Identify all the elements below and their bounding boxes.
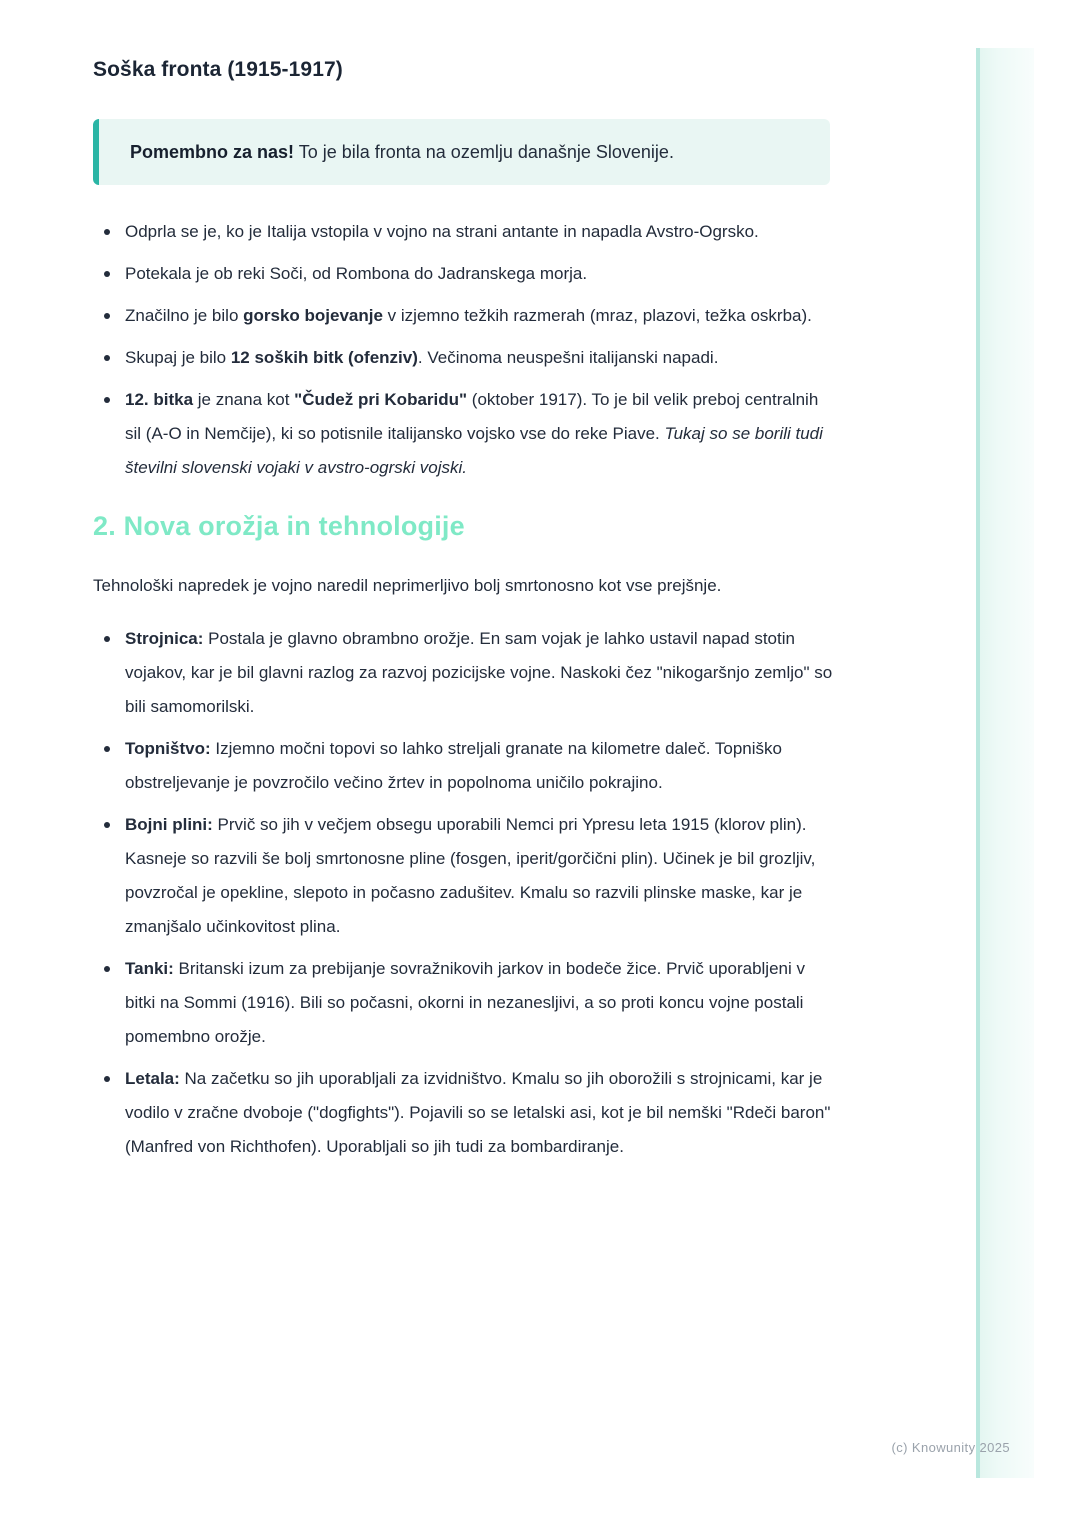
list-item-text: Na začetku so jih uporabljali za izvidništvo. Kmalu so jih oborožili s strojnicami, kar je vodilo v zračne dvoboje ("dogfights"). Pojavili so se letalski asi, kot je bil nemški "Rdeči baron" (Manfred von Richthofen). Uporabljali so jih tudi za bombardiranje. bbox=[125, 1069, 831, 1156]
list-item bbox=[93, 808, 838, 944]
list-item-text: Izjemno močni topovi so lahko streljali granate na kilometre daleč. Topniško obstreljevanje je povzročilo večino žrtev in popolnoma uničilo pokrajino. bbox=[125, 739, 782, 792]
watermark: (c) Knowunity 2025 bbox=[891, 1440, 1010, 1455]
list-item-text: Britanski izum za prebijanje sovražnikovih jarkov in bodeče žice. Prvič uporabljeni v bitki na Sommi (1916). Bili so počasni, okorni in nezanesljivi, a so proti koncu vojne postali pomembno orožje. bbox=[125, 959, 805, 1046]
page-title: Soška fronta (1915-1917) bbox=[93, 58, 343, 81]
front-facts-list bbox=[93, 215, 838, 485]
section-heading: 2. Nova orožja in tehnologije bbox=[93, 511, 465, 541]
list-item-text: je znana kot bbox=[193, 390, 295, 409]
callout-lead: Pomembno za nas! bbox=[130, 142, 295, 162]
list-item bbox=[93, 257, 838, 291]
list-item bbox=[93, 299, 838, 333]
list-item-text: Odprla se je, ko je Italija vstopila v vojno na strani antante in napadla Avstro-Ogrsko. bbox=[125, 222, 759, 241]
list-item-text: Značilno je bilo bbox=[125, 306, 244, 325]
list-item-text: (oktober 1917). To je bil velik preboj centralnih sil (A-O in Nemčije), ki so potisnile italijansko vojsko vse do reke Piave. bbox=[125, 390, 819, 443]
list-item-text: Strojnica: bbox=[125, 629, 204, 648]
list-item bbox=[93, 215, 838, 249]
list-item-text: gorsko bojevanje bbox=[243, 306, 383, 325]
list-item bbox=[93, 383, 838, 485]
weapons-list bbox=[93, 622, 838, 1164]
callout-text: To je bila fronta na ozemlju današnje Slovenije. bbox=[294, 142, 674, 162]
list-item-text: v izjemno težkih razmerah (mraz, plazovi, težka oskrba). bbox=[382, 306, 812, 325]
list-item bbox=[93, 952, 838, 1054]
list-item bbox=[93, 1062, 838, 1164]
list-item bbox=[93, 341, 838, 375]
list-item-text: Tanki: bbox=[125, 959, 174, 978]
list-item-text: Postala je glavno obrambno orožje. En sam vojak je lahko ustavil napad stotin vojakov, kar je bil glavni razlog za razvoj pozicijske vojne. Naskoki čez "nikogaršnjo zemljo" so bili samomorilski. bbox=[125, 629, 833, 716]
page-edge-decoration bbox=[976, 48, 1034, 1478]
list-item-text: Skupaj je bilo bbox=[125, 348, 231, 367]
list-item-text: Potekala je ob reki Soči, od Rombona do Jadranskega morja. bbox=[125, 264, 588, 283]
list-item-text: Tukaj so se borili tudi številni slovenski vojaki v avstro-ogrski vojski. bbox=[125, 424, 823, 477]
list-item-text: Topništvo: bbox=[125, 739, 211, 758]
intro-paragraph: Tehnološki napredek je vojno naredil neprimerljivo bolj smrtonosno kot vse prejšnje. bbox=[93, 576, 722, 595]
document-content bbox=[93, 58, 838, 1172]
list-item bbox=[93, 732, 838, 800]
list-item-text: . Večinoma neuspešni italijanski napadi. bbox=[417, 348, 719, 367]
list-item-text: 12. bitka bbox=[125, 390, 194, 409]
list-item-text: Letala: bbox=[125, 1069, 180, 1088]
list-item-text: Bojni plini: bbox=[125, 815, 213, 834]
callout-box bbox=[93, 119, 830, 185]
list-item-text: 12 soških bitk (ofenziv) bbox=[230, 348, 418, 367]
list-item-text: "Čudež pri Kobaridu" bbox=[294, 390, 468, 409]
list-item-text: Prvič so jih v večjem obsegu uporabili Nemci pri Ypresu leta 1915 (klorov plin). Kasneje so razvili še bolj smrtonosne pline (fosgen, iperit/gorčični plin). Učinek je bil grozljiv, povzročal je opekline, slepoto in počasno zadušitev. Kmalu so razvili plinske maske, kar je zmanjšalo učinkovitost plina. bbox=[125, 815, 816, 936]
list-item bbox=[93, 622, 838, 724]
